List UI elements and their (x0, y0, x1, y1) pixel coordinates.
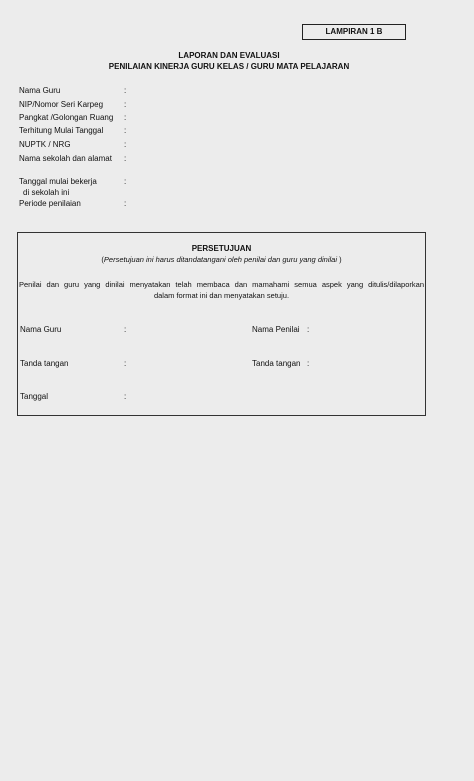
sig-label-tanggal: Tanggal (20, 392, 49, 401)
document-title: LAPORAN DAN EVALUASI (178, 51, 280, 60)
field-colon: : (124, 113, 127, 122)
approval-subtitle (18, 255, 425, 264)
field-label-terhitung: Terhitung Mulai Tanggal (19, 126, 104, 135)
field-label-tanggal-bekerja: Tanggal mulai bekerja (19, 177, 97, 186)
field-label-di-sekolah: di sekolah ini (23, 188, 70, 197)
field-colon: : (124, 199, 127, 208)
sig-colon: : (307, 325, 310, 334)
statement-line-1: Penilai dan guru yang dinilai menyatakan telah membaca dan mamahami semua aspek yang ditulis/dilaporkan (19, 280, 424, 289)
subtitle-text: Persetujuan ini harus ditandatangani oleh penilai dan guru yang dinilai (103, 255, 337, 264)
approval-statement (19, 279, 424, 301)
field-colon: : (124, 86, 127, 95)
statement-line-2: dalam format ini dan menyatakan setuju. (153, 291, 290, 300)
field-colon: : (124, 154, 127, 163)
approval-box (17, 232, 426, 416)
sig-colon: : (124, 392, 127, 401)
subtitle-open-paren: ( (101, 255, 104, 264)
field-colon: : (124, 140, 127, 149)
document-subtitle: PENILAIAN KINERJA GURU KELAS / GURU MATA PELAJARAN (108, 62, 350, 71)
field-colon: : (124, 100, 127, 109)
sig-label-nama-guru: Nama Guru (20, 325, 62, 334)
field-colon: : (124, 177, 127, 186)
sig-colon: : (124, 359, 127, 368)
lampiran-label: LAMPIRAN 1 B (302, 24, 406, 40)
sig-label-nama-penilai: Nama Penilai (252, 325, 300, 334)
field-label-sekolah: Nama sekolah dan alamat (19, 154, 112, 163)
field-label-pangkat: Pangkat /Golongan Ruang (19, 113, 114, 122)
field-colon: : (124, 126, 127, 135)
sig-colon: : (307, 359, 310, 368)
sig-colon: : (124, 325, 127, 334)
field-label-nuptk: NUPTK / NRG (19, 140, 71, 149)
field-label-nama-guru: Nama Guru (19, 86, 61, 95)
field-label-periode: Periode penilaian (19, 199, 81, 208)
approval-title: PERSETUJUAN (191, 244, 252, 253)
subtitle-close-paren: ) (339, 255, 342, 264)
field-label-nip: NIP/Nomor Seri Karpeg (19, 100, 104, 109)
sig-label-tanda-tangan-penilai: Tanda tangan (252, 359, 301, 368)
sig-label-tanda-tangan-guru: Tanda tangan (20, 359, 69, 368)
